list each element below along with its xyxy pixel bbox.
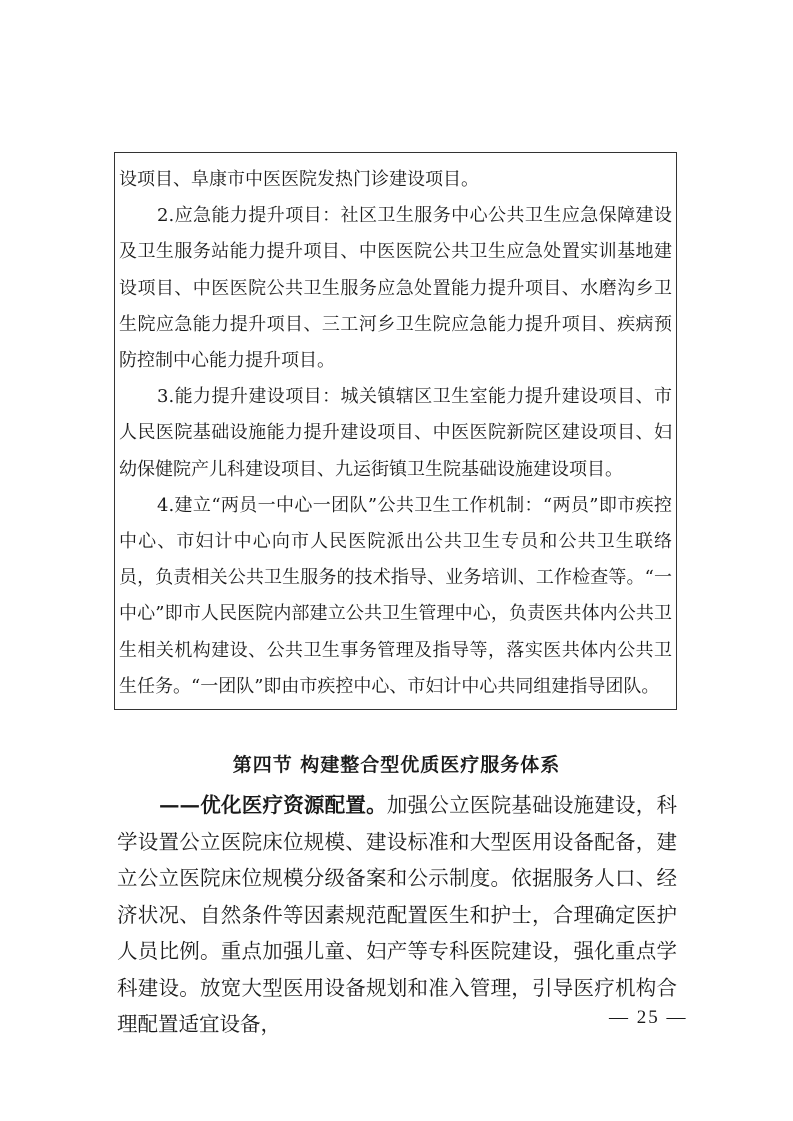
box-continuation-line: 设项目、阜康市中医医院发热门诊建设项目。 [119,169,479,190]
box-item-3: 3.能力提升建设项目：城关镇辖区卫生室能力提升建设项目、市人民医院基础设施能力提升建设项目、中医医院新院区建设项目、妇幼保健院产儿科建设项目、九运街镇卫生院基础设施建设项目。 [119,386,672,480]
boxed-project-text [119,162,672,705]
box-item-4: 4.建立“两员一中心一团队”公共卫生工作机制：“两员”即市疾控中心、市妇计中心向市人民医院派出公共卫生专员和公共卫生联络员，负责相关公共卫生服务的技术指导、业务培训、工作检查等。“一中心”即市人民医院内部建立公共卫生管理中心，负责医共体内公共卫生相关机构建设、公共卫生事务管理及指导等，落实医共体内公共卫生任务。“一团队”即由市疾控中心、市妇计中心共同组建指导团队。 [119,494,672,697]
paragraph-lead: ——优化医疗资源配置。 [159,793,387,817]
section-body [117,787,677,1043]
box-item-2: 2.应急能力提升项目：社区卫生服务中心公共卫生应急保障建设及卫生服务站能力提升项目、中医医院公共卫生应急处置实训基地建设项目、中医医院公共卫生服务应急处置能力提升项目、水磨沟乡卫生院应急能力提升项目、三工河乡卫生院应急能力提升项目、疾病预防控制中心能力提升项目。 [119,205,672,372]
page-number: — 25 — [609,1007,688,1028]
section-heading: 第四节 构建整合型优质医疗服务体系 [232,754,561,776]
paragraph-body: 加强公立医院基础设施建设，科学设置公立医院床位规模、建设标准和大型医用设备配备，建立公立医院床位规模分级备案和公示制度。依据服务人口、经济状况、自然条件等因素规范配置医生和护士，合理确定医护人员比例。重点加强儿童、妇产等专科医院建设，强化重点学科建设。放宽大型医用设备规划和准入管理，引导医疗机构合理配置适宜设备， [117,793,678,1036]
section-paragraph [117,787,677,1043]
